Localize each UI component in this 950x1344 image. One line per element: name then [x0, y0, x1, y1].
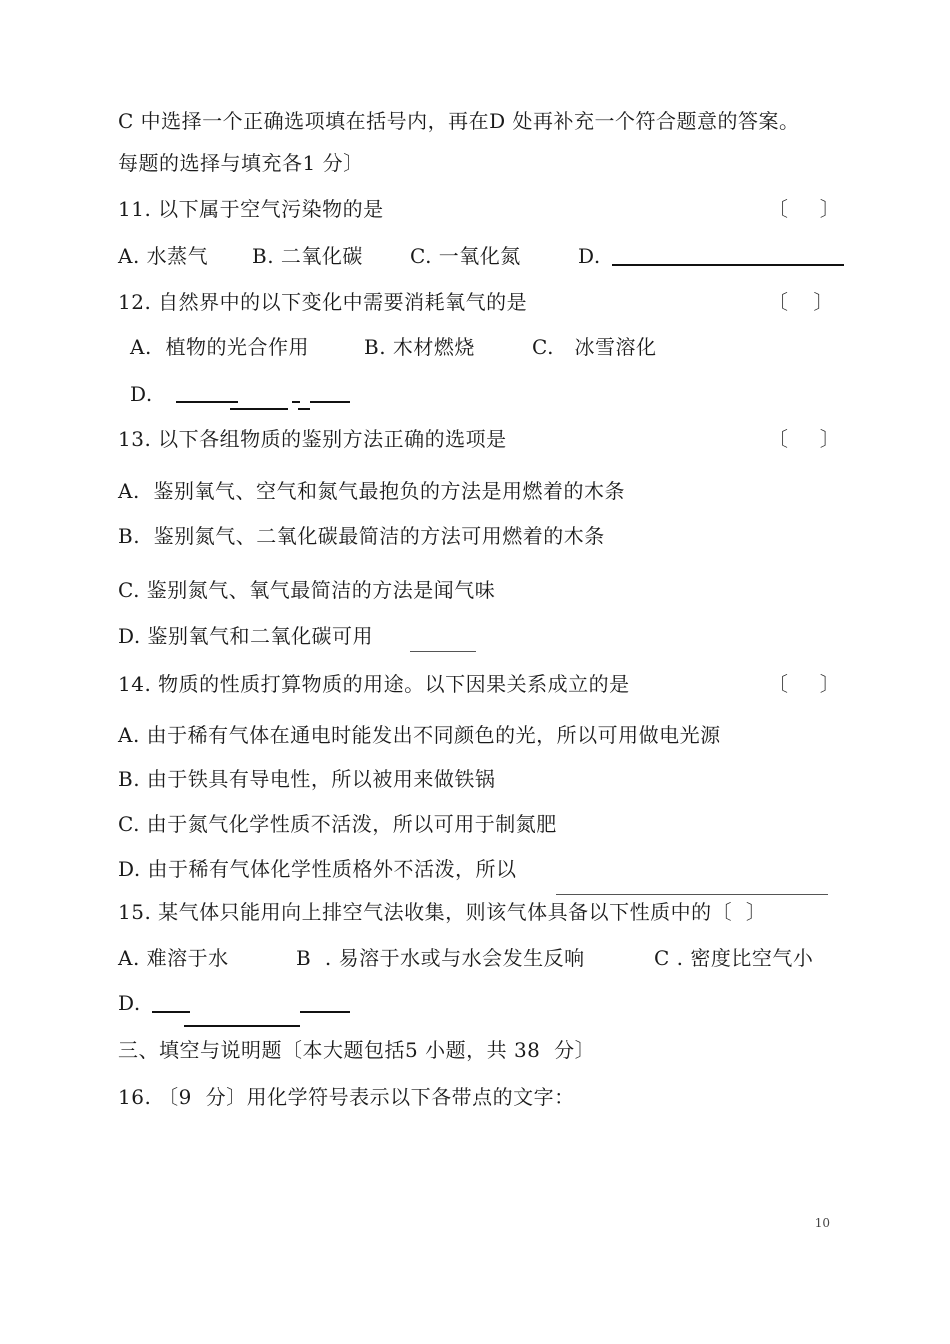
section-3-heading: 三、填空与说明题〔本大题包括5 小题，共 38 分〕 — [118, 1038, 596, 1062]
q11-option-b: B. 二氧化碳 — [252, 244, 363, 268]
q12-blank-line-4 — [298, 408, 310, 410]
q12-blank-line-5 — [310, 401, 350, 403]
q13-option-c: C. 鉴别氮气、氧气最简洁的方法是闻气味 — [118, 578, 496, 602]
q12-blank-line-1 — [176, 401, 238, 403]
q14-option-d: D. 由于稀有气体化学性质格外不活泼，所以 — [118, 857, 517, 881]
q12-stem: 12. 自然界中的以下变化中需要消耗氧气的是 — [118, 290, 528, 314]
q13-blank-line — [410, 651, 476, 652]
q11-answer-bracket: 〔 〕 — [768, 197, 840, 221]
q15-option-c: C . 密度比空气小 — [654, 946, 814, 970]
q14-option-b: B. 由于铁具有导电性，所以被用来做铁锅 — [118, 767, 496, 791]
q12-blank-line-3 — [292, 401, 300, 403]
q15-blank-line-3 — [300, 1011, 350, 1013]
q11-blank-line — [612, 264, 844, 266]
intro-line-1: C 中选择一个正确选项填在括号内，再在D 处再补充一个符合题意的答案。 — [118, 109, 800, 133]
q15-blank-line-2 — [184, 1025, 300, 1027]
q12-option-c: C. 冰雪溶化 — [532, 335, 657, 359]
q14-option-a: A. 由于稀有气体在通电时能发出不同颜色的光，所以可用做电光源 — [118, 723, 721, 747]
q15-option-b: B . 易溶于水或与水会发生反响 — [296, 946, 585, 970]
q15-blank-line-1 — [152, 1011, 190, 1013]
q12-option-a: A. 植物的光合作用 — [130, 335, 310, 359]
q14-stem: 14. 物质的性质打算物质的用途。以下因果关系成立的是 — [118, 672, 630, 696]
q11-stem: 11. 以下属于空气污染物的是 — [118, 197, 384, 221]
q13-option-a: A. 鉴别氧气、空气和氮气最抱负的方法是用燃着的木条 — [118, 479, 626, 503]
q15-option-d: D. — [118, 991, 141, 1015]
q16-stem: 16. 〔9 分〕用化学符号表示以下各带点的文字： — [118, 1085, 575, 1109]
q12-blank-line-2 — [230, 408, 288, 410]
q12-option-b: B. 木材燃烧 — [364, 335, 475, 359]
q11-option-d: D. — [578, 244, 601, 268]
intro-line-2: 每题的选择与填充各1 分〕 — [118, 151, 364, 175]
q14-blank-line — [556, 894, 828, 895]
q11-option-c: C. 一氧化氮 — [410, 244, 521, 268]
q12-answer-bracket: 〔 〕 — [768, 290, 834, 314]
q13-stem: 13. 以下各组物质的鉴别方法正确的选项是 — [118, 427, 507, 451]
q13-option-d: D. 鉴别氧气和二氧化碳可用 — [118, 624, 374, 648]
q15-option-a: A. 难溶于水 — [118, 946, 229, 970]
q11-option-a: A. 水蒸气 — [118, 244, 209, 268]
page-number: 10 — [814, 1216, 830, 1230]
q13-answer-bracket: 〔 〕 — [768, 427, 840, 451]
q15-stem: 15. 某气体只能用向上排空气法收集，则该气体具备以下性质中的〔 〕 — [118, 900, 767, 924]
q12-option-d: D. — [130, 382, 153, 406]
q13-option-b: B. 鉴别氮气、二氧化碳最简洁的方法可用燃着的木条 — [118, 524, 605, 548]
q14-answer-bracket: 〔 〕 — [768, 672, 840, 696]
q14-option-c: C. 由于氮气化学性质不活泼，所以可用于制氮肥 — [118, 812, 557, 836]
